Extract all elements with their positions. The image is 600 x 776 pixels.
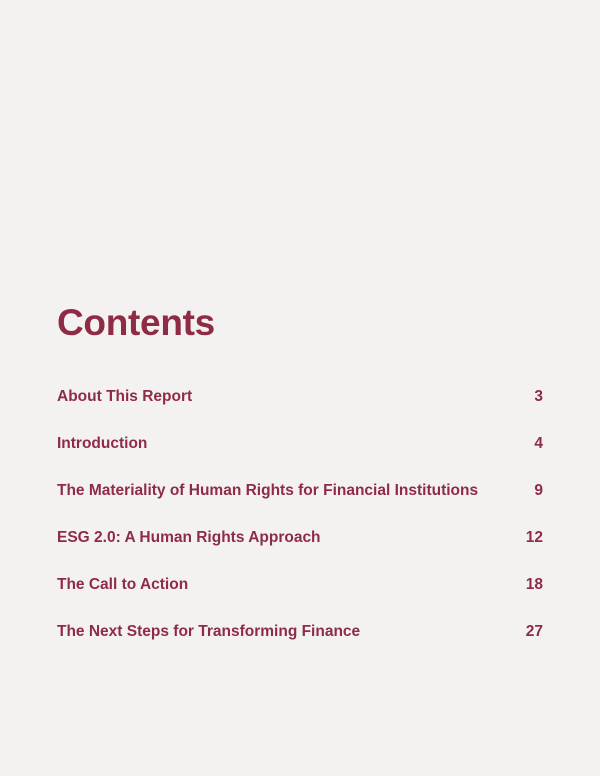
toc-entry-title: Introduction xyxy=(57,435,148,452)
toc-entry-esg-2-0[interactable] xyxy=(57,525,543,572)
toc-entry-page-number: 12 xyxy=(525,529,543,546)
toc-entry-page-number: 3 xyxy=(534,388,543,405)
toc-entry-call-to-action[interactable] xyxy=(57,572,543,619)
toc-entry-page-number: 9 xyxy=(534,482,543,499)
toc-entry-introduction[interactable] xyxy=(57,431,543,478)
toc-entry-page-number: 27 xyxy=(525,623,543,640)
toc-entry-materiality[interactable] xyxy=(57,478,543,525)
toc-entry-about-this-report[interactable] xyxy=(57,384,543,431)
toc-entry-page-number: 18 xyxy=(525,576,543,593)
toc-entry-page-number: 4 xyxy=(534,435,543,452)
toc-entry-title: ESG 2.0: A Human Rights Approach xyxy=(57,529,321,546)
toc-entry-title: About This Report xyxy=(57,388,193,405)
toc-entry-title: The Materiality of Human Rights for Financial Institutions xyxy=(57,482,479,499)
table-of-contents xyxy=(57,384,543,666)
toc-entry-title: The Call to Action xyxy=(57,576,189,593)
toc-entry-next-steps[interactable] xyxy=(57,619,543,666)
toc-entry-title: The Next Steps for Transforming Finance xyxy=(57,623,361,640)
contents-heading: Contents xyxy=(57,302,215,343)
